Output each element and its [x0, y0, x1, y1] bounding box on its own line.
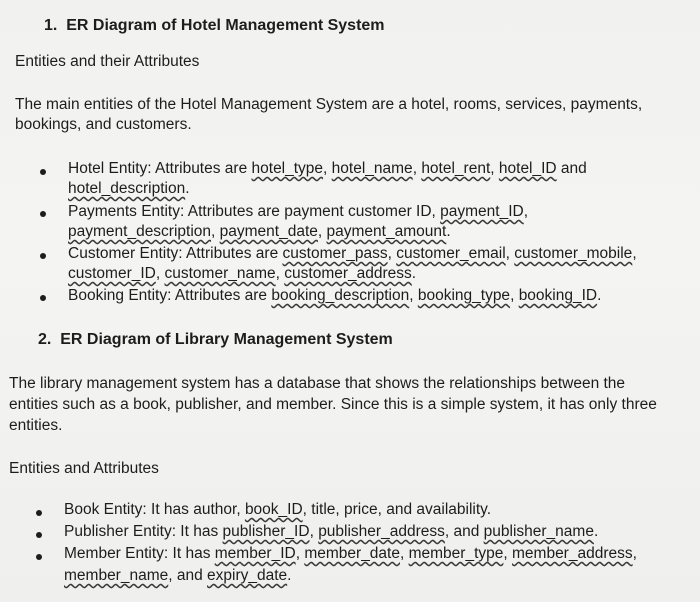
conjunction-text: and	[556, 160, 587, 177]
attribute-customer-id: customer_ID	[68, 265, 156, 282]
list-item-text: Payments Entity: Attributes are payment customer ID,	[68, 203, 441, 220]
period-text: .	[593, 523, 599, 540]
period-text: .	[287, 567, 292, 584]
section1-number: 1.	[44, 17, 58, 34]
list-item-member-line2	[64, 566, 291, 586]
list-item-text: , title, price, and availability.	[302, 501, 492, 518]
bullet-dot	[40, 295, 46, 301]
section2-subheading: Entities and Attributes	[9, 460, 159, 477]
list-item-text: Book Entity: It has author,	[64, 501, 245, 518]
list-item-book	[64, 500, 491, 520]
attribute-payment-date: payment_date	[219, 223, 318, 240]
list-item-member-line1: Member Entity: It has member_ID, member_date, member_type, member_address,	[64, 545, 637, 562]
section1-heading	[44, 16, 385, 36]
attribute-customer-name: customer_name	[164, 265, 276, 282]
attribute-member-address: member_address	[512, 545, 633, 562]
attribute-book-id: book_ID	[244, 501, 303, 518]
list-item-booking: Booking Entity: Attributes are booking_description, booking_type, booking_ID.	[68, 287, 602, 304]
attribute-hotel-rent: hotel_rent	[421, 160, 491, 177]
section2-title: ER Diagram of Library Management System	[60, 331, 393, 348]
section2-heading	[38, 330, 393, 350]
bullet-dot	[40, 169, 46, 175]
list-item-payments-line2: payment_description, payment_date, payment_amount.	[68, 223, 451, 240]
attribute-hotel-description: hotel_description	[68, 180, 186, 197]
attribute-booking-description: booking_description	[271, 287, 410, 304]
list-item-publisher: Publisher Entity: It has publisher_ID, publisher_address, and publisher_name.	[64, 523, 599, 540]
section2-number: 2.	[38, 331, 52, 348]
attribute-publisher-id: publisher_ID	[222, 523, 310, 540]
conjunction-text: , and	[168, 567, 208, 584]
attribute-member-name: member_name	[64, 567, 169, 584]
attribute-booking-type: booking_type	[417, 287, 511, 304]
list-item-text: Booking Entity: Attributes are	[68, 287, 272, 304]
section1-intro-line1: The main entities of the Hotel Management System are a hotel, rooms, services, payments,	[15, 96, 643, 113]
attribute-publisher-address: publisher_address	[318, 523, 445, 540]
bullet-dot	[40, 253, 46, 259]
list-item-hotel-line2	[68, 179, 190, 199]
bullet-dot	[36, 510, 42, 516]
attribute-expiry-date: expiry_date	[207, 567, 288, 584]
list-item-customer-line1: Customer Entity: Attributes are customer_pass, customer_email, customer_mobile,	[68, 245, 637, 262]
conjunction-text: , and	[444, 523, 484, 540]
attribute-customer-pass: customer_pass	[282, 245, 388, 262]
section1-intro-line2: bookings, and customers.	[15, 116, 192, 133]
section1-title: ER Diagram of Hotel Management System	[66, 17, 385, 34]
period-text: .	[185, 180, 190, 197]
list-item-text: Member Entity: It has	[64, 545, 215, 562]
attribute-publisher-name: publisher_name	[483, 523, 594, 540]
period-text: .	[597, 287, 602, 304]
list-item-text: Hotel Entity: Attributes are	[68, 160, 252, 177]
attribute-booking-id: booking_ID	[518, 287, 598, 304]
attribute-member-type: member_type	[408, 545, 504, 562]
list-item-customer-line2: customer_ID, customer_name, customer_address.	[68, 265, 417, 282]
period-text: .	[446, 223, 451, 240]
bullet-dot	[36, 532, 42, 538]
list-item-text: Customer Entity: Attributes are	[68, 245, 283, 262]
attribute-hotel-type: hotel_type	[251, 160, 324, 177]
attribute-member-date: member_date	[304, 545, 400, 562]
list-item-hotel-line1: Hotel Entity: Attributes are hotel_type, hotel_name, hotel_rent, hotel_ID and	[68, 160, 587, 177]
attribute-payment-amount: payment_amount	[326, 223, 447, 240]
attribute-customer-address: customer_address	[284, 265, 412, 282]
attribute-customer-mobile: customer_mobile	[514, 245, 633, 262]
list-item-payments-line1: Payments Entity: Attributes are payment customer ID, payment_ID,	[68, 203, 529, 220]
section2-intro-line2: entities such as a book, publisher, and member. Since this is a simple system, it has only three	[9, 396, 657, 413]
attribute-payment-id: payment_ID	[440, 203, 524, 220]
bullet-dot	[36, 554, 42, 560]
section2-intro-line1: The library management system has a database that shows the relationships between the	[9, 375, 626, 392]
attribute-customer-email: customer_email	[396, 245, 506, 262]
section2-intro-line3: entities.	[9, 417, 63, 434]
list-item-text: Publisher Entity: It has	[64, 523, 223, 540]
section1-subheading: Entities and their Attributes	[15, 53, 200, 70]
attribute-payment-description: payment_description	[68, 223, 212, 240]
attribute-hotel-name: hotel_name	[331, 160, 413, 177]
attribute-hotel-id: hotel_ID	[498, 160, 557, 177]
bullet-dot	[40, 211, 46, 217]
period-text: .	[411, 265, 417, 282]
attribute-member-id: member_ID	[214, 545, 296, 562]
